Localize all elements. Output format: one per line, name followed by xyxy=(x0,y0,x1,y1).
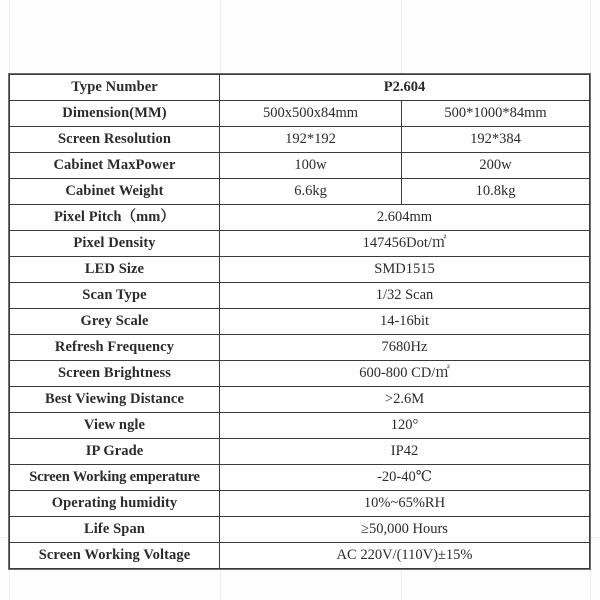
table-row xyxy=(10,543,590,569)
spec-label-cell: Screen Resolution xyxy=(10,127,220,153)
spec-value-cell: 1/32 Scan xyxy=(220,283,590,309)
spec-value-cell-b: 10.8kg xyxy=(402,179,590,205)
spec-label-cell: IP Grade xyxy=(10,439,220,465)
spec-value-cell: 10%~65%RH xyxy=(220,491,590,517)
table-row xyxy=(10,101,590,127)
table-row xyxy=(10,75,590,101)
specification-table xyxy=(9,74,590,569)
spec-label-cell: View ngle xyxy=(10,413,220,439)
table-row xyxy=(10,491,590,517)
spec-value-cell: IP42 xyxy=(220,439,590,465)
spec-label-cell: Cabinet MaxPower xyxy=(10,153,220,179)
spec-value-cell: P2.604 xyxy=(220,75,590,101)
spec-value-cell: 7680Hz xyxy=(220,335,590,361)
table-row xyxy=(10,517,590,543)
spec-label-cell: Cabinet Weight xyxy=(10,179,220,205)
spec-value-cell: 2.604mm xyxy=(220,205,590,231)
table-row xyxy=(10,309,590,335)
spec-label-cell: Dimension(MM) xyxy=(10,101,220,127)
spec-label-cell: Pixel Density xyxy=(10,231,220,257)
table-row xyxy=(10,231,590,257)
spec-label-cell: Screen Working emperature xyxy=(10,465,220,491)
spec-label-cell: Operating humidity xyxy=(10,491,220,517)
table-row xyxy=(10,413,590,439)
spec-label-cell: Grey Scale xyxy=(10,309,220,335)
table-row xyxy=(10,153,590,179)
spec-label-cell: Scan Type xyxy=(10,283,220,309)
spec-value-cell: >2.6M xyxy=(220,387,590,413)
spec-label-cell: LED Size xyxy=(10,257,220,283)
table-row xyxy=(10,257,590,283)
spec-value-cell: 14-16bit xyxy=(220,309,590,335)
spec-label-cell: Pixel Pitch（mm） xyxy=(10,205,220,231)
spec-label-cell: Type Number xyxy=(10,75,220,101)
spec-label-cell: Refresh Frequency xyxy=(10,335,220,361)
spec-value-cell-b: 192*384 xyxy=(402,127,590,153)
spec-value-cell: ≥50,000 Hours xyxy=(220,517,590,543)
spec-value-cell: 120° xyxy=(220,413,590,439)
table-row xyxy=(10,439,590,465)
spec-value-cell: AC 220V/(110V)±15% xyxy=(220,543,590,569)
spec-label-cell: Life Span xyxy=(10,517,220,543)
spec-label-cell: Screen Working Voltage xyxy=(10,543,220,569)
spec-value-cell-b: 200w xyxy=(402,153,590,179)
specification-table-body xyxy=(10,75,590,569)
spec-value-cell-a: 500x500x84mm xyxy=(220,101,402,127)
spec-label-cell: Best Viewing Distance xyxy=(10,387,220,413)
spec-value-cell: SMD1515 xyxy=(220,257,590,283)
spec-value-cell-a: 192*192 xyxy=(220,127,402,153)
table-row xyxy=(10,361,590,387)
spec-value-cell-b: 500*1000*84mm xyxy=(402,101,590,127)
table-row xyxy=(10,205,590,231)
table-row xyxy=(10,335,590,361)
table-row xyxy=(10,179,590,205)
spec-value-cell-a: 6.6kg xyxy=(220,179,402,205)
table-row xyxy=(10,127,590,153)
spec-label-cell: Screen Brightness xyxy=(10,361,220,387)
table-row xyxy=(10,387,590,413)
scan-artifact-line xyxy=(590,0,591,600)
spec-value-cell: -20-40℃ xyxy=(220,465,590,491)
spec-value-cell-a: 100w xyxy=(220,153,402,179)
table-row xyxy=(10,465,590,491)
spec-value-cell: 600-800 CD/㎡ xyxy=(220,361,590,387)
table-row xyxy=(10,283,590,309)
spec-value-cell: 147456Dot/㎡ xyxy=(220,231,590,257)
